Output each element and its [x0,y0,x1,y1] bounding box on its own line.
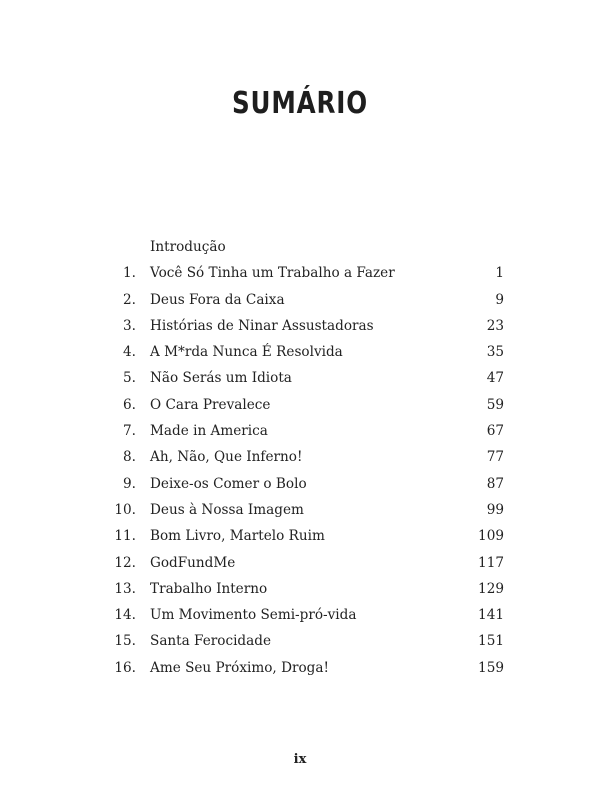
toc-entry-page: 23 [486,317,504,334]
toc-entry-number: 14. [114,607,136,624]
toc-entry-number: 10. [114,501,136,518]
table-of-contents [110,234,504,681]
toc-entry-title: O Cara Prevalece [150,396,271,413]
toc-entry-page: 35 [486,344,504,361]
toc-entry-number: 2. [123,291,136,308]
toc-entry-number: 16. [114,659,136,676]
toc-entry-number: 7. [123,423,136,440]
toc-entry [110,497,504,523]
toc-entry [110,550,504,576]
toc-entry-number: 9. [123,475,136,492]
toc-entry [110,444,504,470]
toc-entry-number: 12. [114,554,136,571]
toc-entry-page: 159 [478,659,504,676]
toc-entry-title: Você Só Tinha um Trabalho a Fazer [150,265,395,282]
toc-entry-title: A M*rda Nunca É Resolvida [150,344,343,361]
toc-entry [110,313,504,339]
toc-entry-page: 67 [486,423,504,440]
toc-entry-number: 8. [123,449,136,466]
toc-entry [110,523,504,549]
toc-entry [110,628,504,654]
toc-entry-page: 87 [486,475,504,492]
toc-entry [110,365,504,391]
toc-entry-number: 4. [123,344,136,361]
toc-entry-page: 117 [478,554,504,571]
toc-entry-title: Made in America [150,423,268,440]
toc-entry-number: 1. [123,265,136,282]
toc-entry-page: 59 [486,396,504,413]
toc-entry [110,655,504,681]
toc-entry-page: 151 [478,633,504,650]
toc-entry [110,576,504,602]
page-title: SUMÁRIO [232,86,368,121]
toc-entry-page: 1 [495,265,504,282]
toc-intro: Introdução [150,239,226,255]
toc-entry-title: Trabalho Interno [150,580,268,597]
toc-entry-number: 5. [123,370,136,387]
toc-entry-title: Um Movimento Semi-pró-vida [150,607,357,624]
toc-entry-page: 109 [478,528,504,545]
toc-entry-title: Deus à Nossa Imagem [150,501,304,518]
toc-entry-title: Deixe-os Comer o Bolo [150,475,307,492]
toc-entry-number: 6. [123,396,136,413]
toc-entry-title: Bom Livro, Martelo Ruim [150,528,325,545]
toc-entry-title: GodFundMe [150,554,236,571]
toc-entry [110,260,504,286]
toc-entry [110,287,504,313]
toc-entry-page: 141 [478,607,504,624]
toc-entry [110,392,504,418]
toc-entry-title: Ame Seu Próximo, Droga! [150,659,329,676]
toc-entry-page: 99 [486,501,504,518]
toc-entry-number: 15. [114,633,136,650]
toc-list [110,260,504,681]
toc-entry-number: 3. [123,317,136,334]
toc-entry-title: Santa Ferocidade [150,633,271,650]
toc-entry [110,602,504,628]
toc-entry [110,471,504,497]
toc-entry-title: Histórias de Ninar Assustadoras [150,317,374,334]
toc-entry-title: Não Serás um Idiota [150,370,292,387]
toc-entry-page: 9 [495,291,504,308]
page-number: ix [293,752,307,767]
toc-entry [110,418,504,444]
toc-entry-page: 77 [486,449,504,466]
toc-entry-page: 47 [486,370,504,387]
toc-entry-number: 11. [114,528,136,545]
toc-entry-number: 13. [114,580,136,597]
toc-entry-title: Ah, Não, Que Inferno! [150,449,303,466]
toc-entry-page: 129 [478,580,504,597]
toc-entry [110,339,504,365]
toc-entry-title: Deus Fora da Caixa [150,291,285,308]
